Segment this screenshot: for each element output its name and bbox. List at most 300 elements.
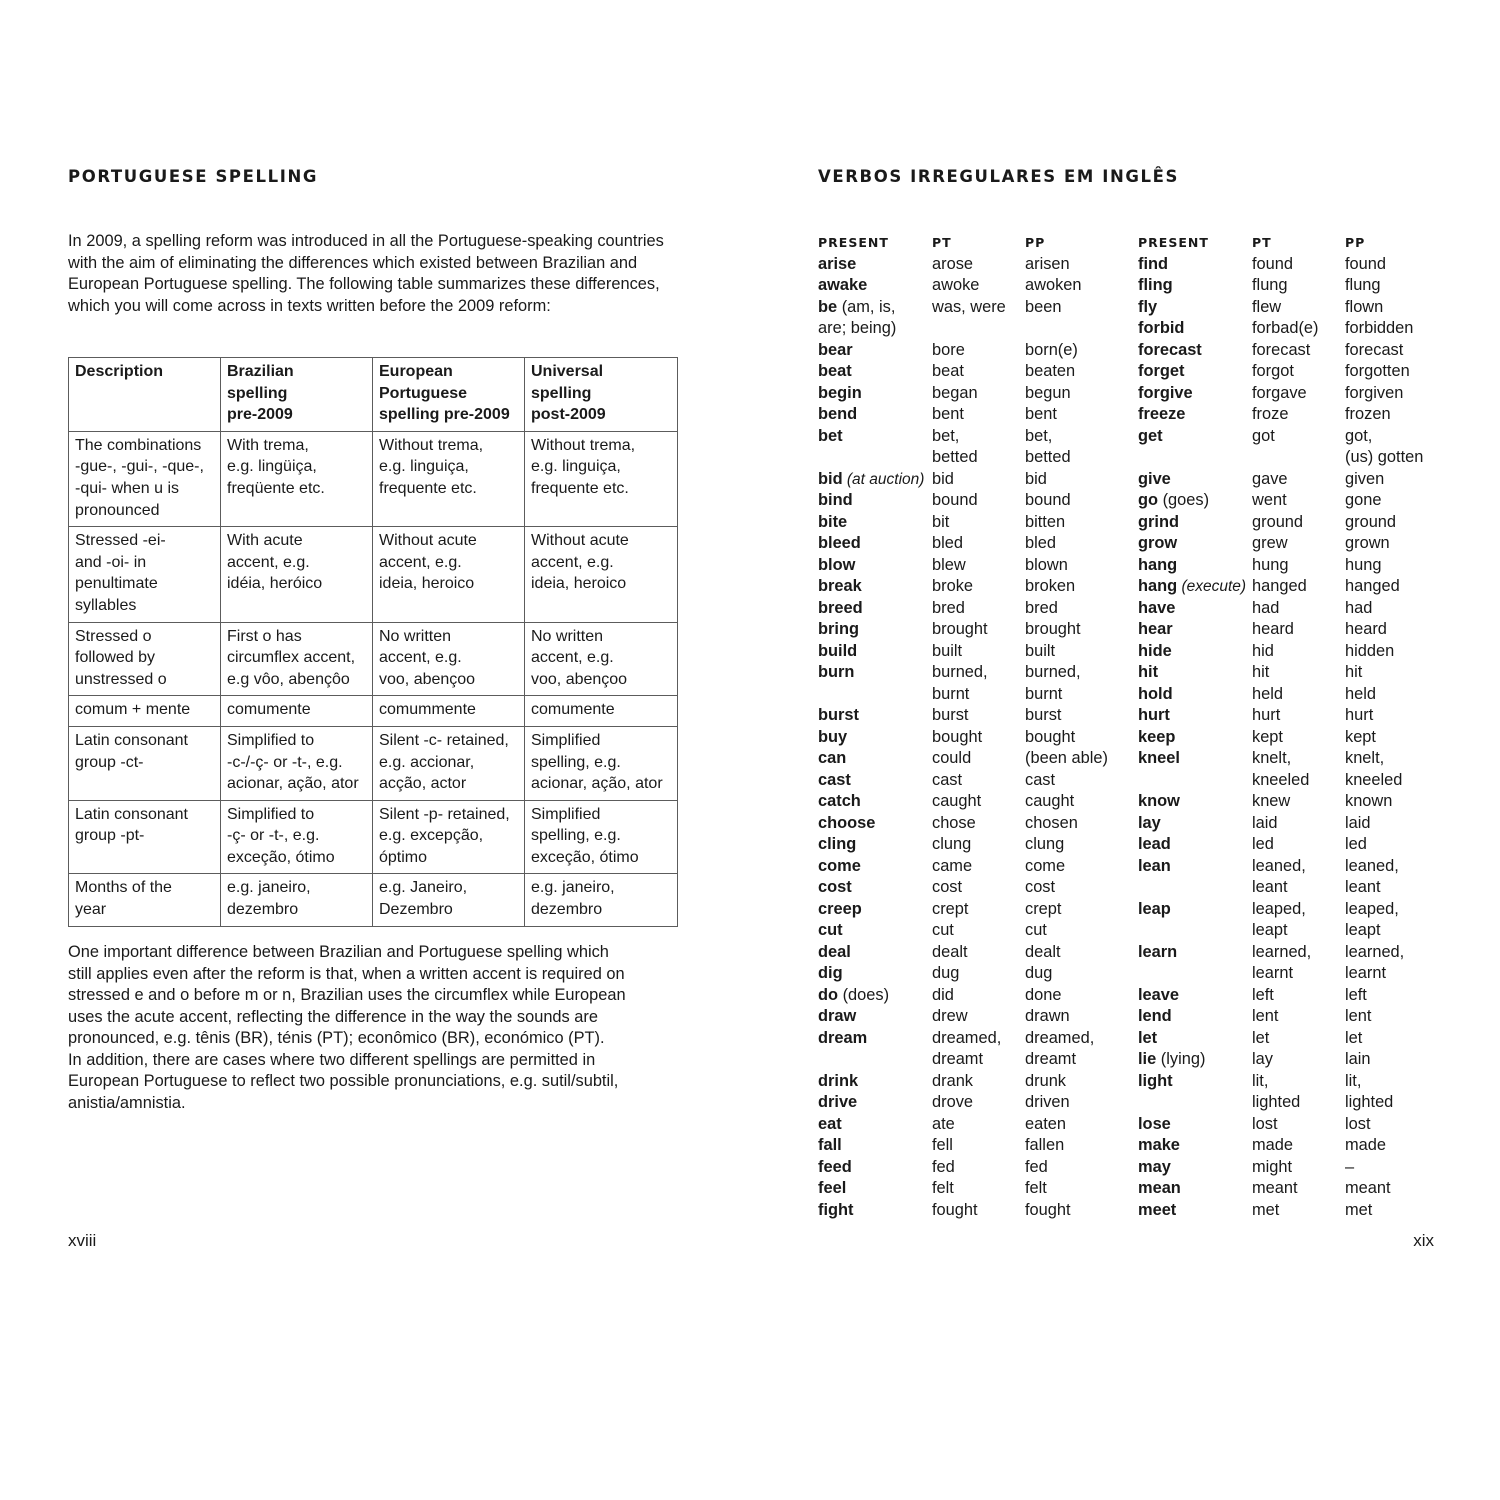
cell-line: e.g. accionar,	[379, 753, 475, 771]
verb-infinitive: be	[818, 297, 838, 316]
verb-present	[1138, 490, 1252, 512]
verb-present	[1138, 748, 1252, 770]
verb-past-tense: was, were	[932, 297, 1006, 316]
verb-past-participle: betted	[1025, 448, 1071, 466]
cell-line: No written	[379, 627, 452, 645]
verb-past-tense: let	[1252, 1028, 1270, 1047]
verb-row	[818, 447, 1118, 469]
verb-row	[1138, 318, 1438, 340]
verb-past-participle: fallen	[1025, 1136, 1065, 1154]
table-body	[69, 431, 678, 926]
verb-past-tense: burst	[932, 706, 969, 724]
cell-line: idéia, heróico	[227, 575, 323, 593]
verb-infinitive: light	[1138, 1071, 1173, 1090]
verb-row	[1138, 705, 1438, 727]
verb-past-tense: felt	[932, 1179, 954, 1197]
verb-past-participle: knelt,	[1345, 749, 1385, 767]
cell-line: Simplified	[531, 731, 601, 749]
verb-infinitive: cut	[818, 921, 843, 939]
verb-present	[1138, 1135, 1252, 1157]
outro-line: stressed e and o before m or n, Brazilian uses the circumflex while European	[68, 986, 626, 1004]
verb-row	[818, 490, 1118, 512]
verb-past-participle: hanged	[1345, 577, 1400, 595]
verb-present	[1138, 361, 1252, 383]
left-page	[68, 0, 678, 1500]
verb-row	[818, 469, 1118, 491]
verb-past-participle: (us) gotten	[1345, 448, 1424, 466]
verb-past-tense: froze	[1252, 405, 1289, 423]
table-cell	[221, 696, 373, 727]
header-line: Portuguese	[379, 384, 468, 402]
verb-past-tense: forbad(e)	[1252, 319, 1319, 337]
cell-line: Without acute	[379, 532, 477, 550]
verb-infinitive: drive	[818, 1093, 858, 1111]
cell-line: Silent -c- retained,	[379, 731, 509, 749]
right-page	[818, 0, 1438, 1500]
verb-present	[818, 662, 932, 684]
verb-note: (at auction)	[842, 470, 925, 488]
verb-present	[1138, 834, 1252, 856]
verb-present	[1138, 1049, 1252, 1071]
cell-line: Stressed -ei-	[75, 532, 166, 550]
verb-infinitive: build	[818, 641, 858, 660]
cell-line: No written	[531, 627, 604, 645]
cell-line: With trema,	[227, 436, 309, 454]
verb-past-tense: leapt	[1252, 921, 1288, 939]
verb-infinitive: make	[1138, 1136, 1180, 1154]
verb-row	[1138, 791, 1438, 813]
verb-past-participle: forbidden	[1345, 319, 1414, 337]
verb-row	[1138, 1157, 1438, 1179]
table-cell	[69, 696, 221, 727]
verb-past-participle: flown	[1345, 297, 1384, 316]
verb-past-participle: been	[1025, 297, 1062, 316]
verb-row	[818, 899, 1118, 921]
outro-line: pronounced, e.g. tênis (BR), ténis (PT); econômico (BR), económico (PT).	[68, 1029, 605, 1047]
verb-past-tense: burnt	[932, 684, 970, 703]
verb-present	[818, 598, 932, 620]
verb-infinitive: leave	[1138, 985, 1180, 1004]
verb-past-participle: chosen	[1025, 813, 1078, 832]
verb-past-tense: found	[1252, 254, 1294, 273]
verb-past-participle: felt	[1025, 1179, 1047, 1197]
verb-present	[818, 1157, 932, 1179]
cell-line: -ç- or -t-, e.g.	[227, 827, 320, 845]
verb-present	[818, 447, 932, 469]
verb-past-tense: leaned,	[1252, 856, 1306, 875]
outro-line: European Portuguese to reflect two possible pronunciations, e.g. sutil/subtil,	[68, 1072, 619, 1090]
verb-row	[1138, 899, 1438, 921]
verb-infinitive: mean	[1138, 1179, 1181, 1197]
verb-past-tense: bound	[932, 491, 978, 509]
verb-past-tense: hanged	[1252, 577, 1307, 595]
verb-present	[818, 1135, 932, 1157]
verb-infinitive: lie	[1138, 1050, 1157, 1068]
cell-line: óptimo	[379, 848, 428, 866]
verb-row	[1138, 1114, 1438, 1136]
cell-line: comum + mente	[75, 701, 191, 719]
verb-present	[818, 1028, 932, 1050]
cell-line: -qui- when u is	[75, 479, 180, 497]
verb-row	[818, 684, 1118, 706]
table-row	[69, 622, 678, 696]
verb-past-participle	[1025, 318, 1118, 340]
verb-row	[818, 705, 1118, 727]
verb-past-participle: cast	[1025, 770, 1056, 789]
verb-present	[818, 834, 932, 856]
verb-past-tense: fought	[932, 1200, 978, 1219]
cell-line: year	[75, 901, 107, 919]
verb-infinitive: let	[1138, 1028, 1158, 1047]
table-cell	[69, 874, 221, 926]
verb-past-participle: hung	[1345, 555, 1382, 574]
cell-line: e.g. janeiro,	[531, 879, 615, 897]
verb-row	[1138, 748, 1438, 770]
verb-present	[1138, 340, 1252, 362]
cell-line: spelling, e.g.	[531, 827, 621, 845]
verb-present	[1138, 1092, 1252, 1114]
verb-past-tense: bore	[932, 340, 965, 359]
cell-line: dezembro	[531, 901, 603, 919]
verb-past-participle: come	[1025, 856, 1066, 875]
verb-past-tense: learned,	[1252, 942, 1312, 961]
verb-past-participle: heard	[1345, 620, 1387, 638]
verb-past-tense: met	[1252, 1200, 1280, 1219]
table-row	[69, 696, 678, 727]
verb-past-participle: led	[1345, 835, 1367, 853]
verb-past-tense: kneeled	[1252, 770, 1310, 789]
table-cell	[69, 431, 221, 526]
verb-present	[818, 641, 932, 663]
cell-line: e.g. lingüiça,	[227, 458, 317, 476]
verb-infinitive: bid	[818, 469, 843, 488]
verb-present	[818, 469, 932, 491]
verb-past-participle: known	[1345, 792, 1393, 810]
verb-column-2	[1138, 232, 1438, 1221]
verb-past-tense: lay	[1252, 1050, 1273, 1068]
verb-past-tense: leant	[1252, 878, 1288, 896]
verb-infinitive: know	[1138, 792, 1180, 810]
verb-past-participle: had	[1345, 598, 1373, 617]
verb-infinitive: leap	[1138, 899, 1171, 918]
cell-line: spelling, e.g.	[531, 753, 621, 771]
verb-past-participle: learned,	[1345, 942, 1405, 961]
verb-infinitive: find	[1138, 254, 1169, 273]
verb-present	[1138, 920, 1252, 942]
table-cell	[373, 431, 525, 526]
cell-line: followed by	[75, 649, 156, 667]
cell-line: e.g. linguiça,	[379, 458, 469, 476]
table-cell	[525, 431, 678, 526]
verb-col-header: PRESENT	[1138, 235, 1209, 250]
table-cell	[373, 726, 525, 800]
verb-past-participle: built	[1025, 641, 1056, 660]
verb-infinitive: cast	[818, 770, 851, 789]
verb-past-participle: driven	[1025, 1093, 1070, 1111]
table-cell	[373, 800, 525, 874]
table-cell	[373, 622, 525, 696]
verb-past-participle: bred	[1025, 598, 1058, 617]
verb-row	[818, 512, 1118, 534]
verb-infinitive: keep	[1138, 727, 1176, 746]
cell-line: e.g. excepção,	[379, 827, 484, 845]
page-number-right: xix	[1413, 1231, 1434, 1250]
verb-past-tense: bought	[932, 727, 983, 746]
verb-past-participle: brought	[1025, 620, 1081, 638]
verb-col-header: PT	[1252, 235, 1272, 250]
verb-row	[818, 942, 1118, 964]
verb-present	[1138, 1114, 1252, 1136]
verb-present	[818, 942, 932, 964]
verb-present	[1138, 555, 1252, 577]
verb-past-tense: might	[1252, 1157, 1293, 1176]
verb-infinitive: blow	[818, 555, 856, 574]
verb-past-tense: hurt	[1252, 706, 1281, 724]
verb-present	[1138, 426, 1252, 448]
verb-past-participle: –	[1345, 1157, 1355, 1176]
cell-line: circumflex accent,	[227, 649, 356, 667]
verb-past-tense: heard	[1252, 620, 1294, 638]
table-cell	[69, 527, 221, 622]
verb-infinitive: choose	[818, 813, 876, 832]
verb-past-tense: laid	[1252, 813, 1278, 832]
verb-infinitive: learn	[1138, 942, 1178, 961]
column-header	[69, 358, 221, 432]
verb-past-tense: fed	[932, 1157, 955, 1176]
verb-row	[818, 963, 1118, 985]
verb-present	[1138, 1006, 1252, 1028]
verb-past-tense: dreamt	[932, 1050, 984, 1068]
verb-row	[1138, 383, 1438, 405]
verb-row	[1138, 598, 1438, 620]
verb-row	[1138, 404, 1438, 426]
verb-infinitive: lose	[1138, 1114, 1171, 1133]
verb-present	[1138, 512, 1252, 534]
verb-present	[1138, 469, 1252, 491]
verb-past-tense: burned,	[932, 663, 988, 681]
verb-past-tense: bet,	[932, 426, 960, 445]
verb-infinitive: hold	[1138, 684, 1173, 703]
cell-line: frequente etc.	[379, 479, 477, 497]
verb-infinitive: give	[1138, 469, 1171, 488]
verb-infinitive: go	[1138, 491, 1159, 509]
verb-row	[818, 1028, 1118, 1050]
cell-line: Months of the	[75, 879, 172, 897]
verb-past-participle: eaten	[1025, 1114, 1067, 1133]
verb-infinitive: forgive	[1138, 383, 1193, 402]
verb-past-participle: bent	[1025, 405, 1057, 423]
cell-line: Latin consonant	[75, 805, 188, 823]
verb-row	[1138, 1200, 1438, 1222]
verb-infinitive: eat	[818, 1114, 842, 1133]
verb-past-participle: cost	[1025, 878, 1056, 896]
intro-paragraph: In 2009, a spelling reform was introduced in all the Portuguese-speaking countries with the aim of eliminating the differences which existed between Brazilian and European Portuguese spelling. The following table summarizes these differences, which you will come across in texts written before the 2009 reform:	[68, 232, 664, 315]
column-header	[373, 358, 525, 432]
verb-past-tense: gave	[1252, 469, 1288, 488]
verb-past-participle: ground	[1345, 512, 1397, 531]
verb-past-tense: broke	[932, 577, 974, 595]
verb-past-tense: hit	[1252, 663, 1270, 681]
verb-present	[818, 555, 932, 577]
verb-past-tense: had	[1252, 598, 1280, 617]
verb-present	[1138, 899, 1252, 921]
verb-past-tense: began	[932, 383, 978, 402]
verb-row	[1138, 942, 1438, 964]
verb-row	[818, 920, 1118, 942]
verb-infinitive: grow	[1138, 534, 1178, 552]
verb-infinitive: breed	[818, 598, 863, 617]
verb-past-tense: forgot	[1252, 362, 1294, 380]
verb-row	[1138, 813, 1438, 835]
table-cell	[373, 696, 525, 727]
verb-past-tense: hung	[1252, 555, 1289, 574]
verb-infinitive: begin	[818, 383, 862, 402]
table-cell	[525, 726, 678, 800]
verb-row	[818, 1157, 1118, 1179]
verb-past-participle: lain	[1345, 1050, 1371, 1068]
verb-past-tense: beat	[932, 362, 964, 380]
header-line: Universal	[531, 363, 604, 380]
verb-row	[1138, 985, 1438, 1007]
verb-row	[818, 426, 1118, 448]
verb-present	[1138, 1028, 1252, 1050]
verb-infinitive: catch	[818, 792, 861, 810]
verb-present	[1138, 598, 1252, 620]
verb-past-participle: meant	[1345, 1179, 1391, 1197]
verb-row	[1138, 684, 1438, 706]
verb-present	[818, 619, 932, 641]
cell-line: Simplified	[531, 805, 601, 823]
cell-line: comummente	[379, 701, 476, 719]
verb-present	[1138, 254, 1252, 276]
verb-header-row	[1138, 232, 1438, 254]
verb-infinitive: beat	[818, 362, 852, 380]
verb-present	[818, 254, 932, 276]
table-cell	[525, 800, 678, 874]
verb-past-tense: did	[932, 985, 954, 1004]
cell-line: Latin consonant	[75, 731, 188, 749]
verb-infinitive: fly	[1138, 297, 1158, 316]
verb-present	[818, 1092, 932, 1114]
verb-past-participle: fed	[1025, 1157, 1048, 1176]
verb-infinitive: fall	[818, 1136, 842, 1154]
cell-line: group -pt-	[75, 827, 145, 845]
cell-line: Stressed o	[75, 627, 152, 645]
verb-past-participle: bitten	[1025, 512, 1066, 531]
verb-past-tense: led	[1252, 835, 1274, 853]
verb-present	[1138, 662, 1252, 684]
verb-row	[818, 641, 1118, 663]
verb-present	[1138, 813, 1252, 835]
verb-present	[818, 920, 932, 942]
verb-past-tense: lent	[1252, 1007, 1279, 1025]
verb-row	[1138, 856, 1438, 878]
cell-line: accent, e.g.	[531, 553, 614, 571]
verb-past-participle: leapt	[1345, 921, 1381, 939]
verb-col-header: PT	[932, 235, 952, 250]
verb-row	[818, 383, 1118, 405]
verb-infinitive: lean	[1138, 856, 1171, 875]
verb-row	[818, 533, 1118, 555]
verb-row	[818, 340, 1118, 362]
table-row	[69, 527, 678, 622]
verb-present	[1138, 1178, 1252, 1200]
verb-past-tense: went	[1252, 491, 1287, 509]
table-cell	[221, 874, 373, 926]
table-cell	[69, 622, 221, 696]
verb-present	[818, 1006, 932, 1028]
verb-note: are; being)	[818, 319, 897, 337]
verb-row	[1138, 254, 1438, 276]
verb-past-tense: bid	[932, 469, 954, 488]
verb-row	[818, 1200, 1118, 1222]
cell-line: ideia, heroico	[379, 575, 475, 593]
verb-col-header: PP	[1345, 235, 1366, 250]
verb-infinitive: cling	[818, 835, 857, 853]
verb-past-participle: hurt	[1345, 706, 1374, 724]
verb-row	[1138, 447, 1438, 469]
verb-past-participle: broken	[1025, 577, 1076, 595]
verb-infinitive: hang	[1138, 555, 1178, 574]
table-row	[69, 431, 678, 526]
verb-row	[818, 1178, 1118, 1200]
verb-past-tense: crept	[932, 899, 969, 918]
verb-infinitive: forget	[1138, 362, 1185, 380]
page-title-right: VERBOS IRREGULARES EM INGLÊS	[818, 167, 1180, 186]
verb-present	[818, 1114, 932, 1136]
verb-row	[818, 1006, 1118, 1028]
verb-past-tense: awoke	[932, 276, 980, 294]
verb-infinitive: creep	[818, 899, 862, 918]
verb-present	[1138, 641, 1252, 663]
outro-paragraph	[68, 942, 678, 1114]
table-cell	[221, 726, 373, 800]
verb-past-participle: hit	[1345, 663, 1363, 681]
verb-infinitive: can	[818, 749, 847, 767]
verb-infinitive: drink	[818, 1071, 859, 1090]
cell-line: The combinations	[75, 436, 202, 454]
verb-infinitive: forbid	[1138, 319, 1185, 337]
verb-infinitive: feed	[818, 1157, 852, 1176]
verb-past-tense: forgave	[1252, 383, 1307, 402]
verb-present	[818, 748, 932, 770]
verb-past-tense: held	[1252, 684, 1283, 703]
verb-past-tense: drove	[932, 1093, 974, 1111]
verb-past-tense: bit	[932, 512, 950, 531]
verb-past-tense: lit,	[1252, 1071, 1269, 1090]
verb-past-participle: hidden	[1345, 641, 1395, 660]
verb-past-tense: cast	[932, 770, 963, 789]
verb-present	[1138, 727, 1252, 749]
verb-past-tense: came	[932, 856, 973, 875]
verb-row	[1138, 920, 1438, 942]
verb-past-tense: built	[932, 641, 963, 660]
verb-present	[1138, 619, 1252, 641]
verb-row	[1138, 533, 1438, 555]
table-row	[69, 874, 678, 926]
verb-present	[818, 576, 932, 598]
verb-past-tense: lost	[1252, 1114, 1278, 1133]
verb-past-tense: caught	[932, 792, 982, 810]
verb-past-participle: awoken	[1025, 276, 1082, 294]
verb-infinitive: burst	[818, 706, 859, 724]
cell-line: accent, e.g.	[379, 553, 462, 571]
verb-infinitive: bite	[818, 512, 848, 531]
verb-past-tense: fell	[932, 1136, 953, 1154]
verb-infinitive: deal	[818, 942, 851, 961]
verb-row	[1138, 426, 1438, 448]
verb-present	[818, 791, 932, 813]
